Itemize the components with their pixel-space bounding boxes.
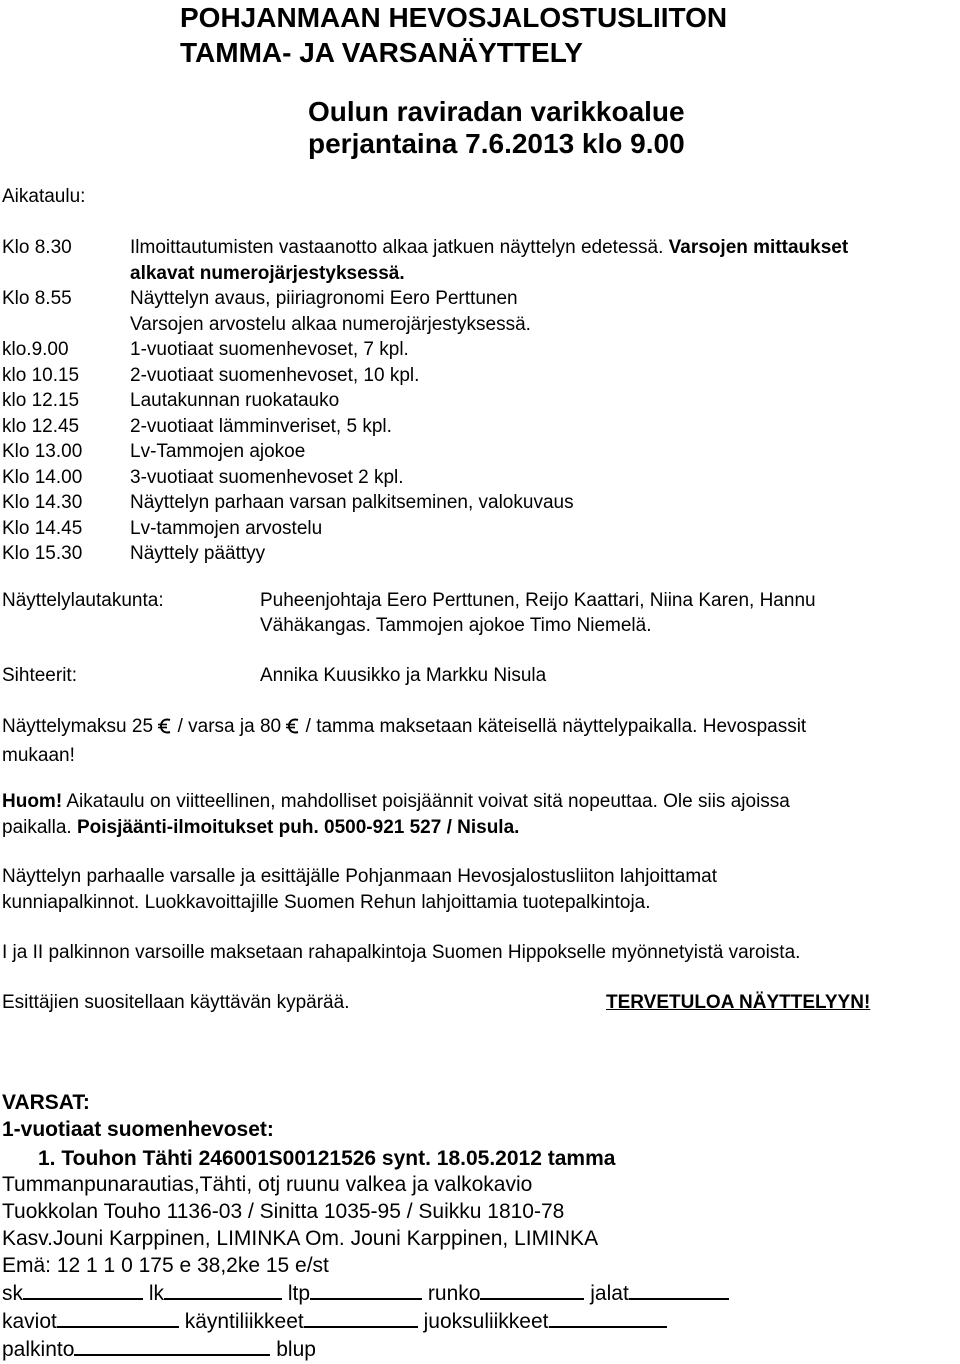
schedule-row: [2, 312, 848, 338]
sk-label: sk: [2, 1282, 23, 1305]
schedule-description-text: Varsojen arvostelu alkaa numerojärjestyksessä.: [130, 313, 531, 335]
jalat-field[interactable]: [629, 1280, 729, 1300]
schedule-description-text: Lautakunnan ruokatauko: [130, 390, 340, 411]
cancellation-contact: Poisjäänti-ilmoitukset puh. 0500-921 527 / Nisula.: [77, 816, 520, 838]
fee-text-4: mukaan!: [2, 744, 75, 766]
fee-text-3: / tamma maksetaan käteisellä näyttelypaikalla. Hevospassit: [300, 716, 807, 737]
schedule-description: [130, 235, 848, 261]
schedule-row: [2, 516, 848, 542]
schedule-time: Klo 8.55: [2, 288, 72, 309]
schedule-description-text: Lv-tammojen arvostelu: [130, 517, 323, 539]
palkinto-field[interactable]: [74, 1336, 270, 1356]
schedule-description-text: Näyttely päättyy: [130, 543, 266, 564]
schedule-time: [2, 312, 130, 338]
sk-field[interactable]: [23, 1280, 143, 1300]
schedule-description: [130, 312, 531, 338]
document-title: [180, 0, 727, 70]
title-line-1: POHJANMAAN HEVOSJALOSTUSLIITON: [180, 2, 728, 33]
prizes-line-1: Näyttelyn parhaalle varsalle ja esittäjälle Pohjanmaan Hevosjalostusliiton lahjoittamat: [2, 866, 717, 887]
schedule-description: [130, 414, 392, 440]
schedule-description: [130, 261, 405, 287]
schedule-description-text: Ilmoittautumisten vastaanotto alkaa jatkuen näyttelyn edetessä.: [130, 237, 669, 258]
score-fields-row-3: [2, 1336, 316, 1363]
schedule-row: [2, 490, 848, 516]
schedule-label: Aikataulu:: [2, 186, 86, 207]
runko-field[interactable]: [480, 1280, 584, 1300]
schedule-description-text: 3-vuotiaat suomenhevoset 2 kpl.: [130, 466, 404, 488]
schedule-time: klo 12.15: [2, 390, 80, 411]
schedule-row: [2, 465, 848, 491]
ltp-field[interactable]: [310, 1280, 422, 1300]
schedule-description-text: 2-vuotiaat lämminveriset, 5 kpl.: [130, 415, 392, 437]
ltp-label: ltp: [287, 1282, 311, 1305]
schedule-description-text: Näyttelyn avaus, piiriagronomi Eero Perttunen: [130, 288, 518, 309]
schedule-description-bold: alkavat numerojärjestyksessä.: [130, 262, 405, 284]
jury-label: Näyttelylautakunta:: [2, 590, 164, 611]
welcome-text: TERVETULOA NÄYTTELYYN!: [606, 992, 871, 1013]
schedule-description-text: 1-vuotiaat suomenhevoset, 7 kpl.: [130, 339, 409, 360]
jury-line-2: Vähäkangas. Tammojen ajokoe Timo Niemelä.: [260, 615, 652, 636]
notice-paragraph: [2, 789, 942, 840]
schedule-row: [2, 337, 848, 363]
money-prizes: I ja II palkinnon varsoille maksetaan rahapalkintoja Suomen Hippokselle myönnetyistä varoista.: [2, 942, 801, 963]
schedule-description: [130, 490, 574, 516]
schedule-description: [130, 388, 339, 414]
jalat-label: jalat: [590, 1282, 629, 1305]
schedule-time: klo.9.00: [2, 339, 69, 360]
varsat-heading: VARSAT:: [2, 1091, 90, 1114]
schedule-description: [130, 465, 404, 491]
schedule-row: [2, 261, 848, 287]
juoksuliikkeet-label: juoksuliikkeet: [423, 1310, 549, 1333]
event-subtitle: [308, 96, 685, 160]
notice-text-2: paikalla.: [2, 816, 77, 838]
jury-line-1: Puheenjohtaja Eero Perttunen, Reijo Kaattari, Niina Karen, Hannu: [260, 590, 816, 611]
event-date: perjantaina 7.6.2013 klo 9.00: [308, 128, 685, 159]
lk-label: lk: [148, 1282, 165, 1305]
fee-text-2: / varsa ja 80: [172, 716, 282, 737]
schedule-time: klo 10.15: [2, 364, 80, 386]
schedule-table: [2, 235, 848, 567]
schedule-row: [2, 286, 848, 312]
entry-pedigree: Tuokkolan Touho 1136-03 / Sinitta 1035-95 / Suikku 1810-78: [2, 1200, 565, 1223]
entry-dam-record: Emä: 12 1 1 0 175 e 38,2ke 15 e/st: [2, 1254, 329, 1277]
euro-icon: [286, 717, 300, 743]
schedule-description-bold: Varsojen mittaukset: [668, 237, 849, 258]
secretaries-label: Sihteerit:: [2, 665, 77, 686]
helmet-recommendation: Esittäjien suositellaan käyttävän kypärää.: [2, 992, 350, 1013]
schedule-row: [2, 414, 848, 440]
schedule-description: [130, 439, 305, 465]
fee-paragraph: [2, 714, 942, 768]
schedule-time: klo 12.45: [2, 415, 80, 437]
schedule-description: [130, 286, 518, 312]
schedule-time: Klo 13.00: [2, 441, 83, 462]
schedule-time: Klo 14.45: [2, 517, 83, 539]
schedule-time: Klo 15.30: [2, 543, 83, 564]
runko-label: runko: [427, 1282, 481, 1305]
schedule-row: [2, 439, 848, 465]
juoksuliikkeet-field[interactable]: [549, 1308, 667, 1328]
schedule-time: Klo 14.30: [2, 492, 83, 513]
euro-icon: [158, 717, 172, 743]
event-location: Oulun raviradan varikkoalue: [308, 96, 685, 127]
score-fields-row-1: [2, 1280, 729, 1307]
schedule-time: Klo 8.30: [2, 237, 72, 258]
huom-label: Huom!: [2, 791, 63, 812]
blup-label: blup: [276, 1338, 316, 1361]
schedule-description-text: Lv-Tammojen ajokoe: [130, 441, 306, 462]
schedule-time: [2, 261, 130, 287]
kayntiliikkeet-label: käyntiliikkeet: [184, 1310, 304, 1333]
kaviot-field[interactable]: [57, 1308, 179, 1328]
schedule-row: [2, 388, 848, 414]
palkinto-label: palkinto: [2, 1338, 75, 1361]
title-line-2: TAMMA- JA VARSANÄYTTELY: [180, 37, 583, 68]
schedule-description: [130, 516, 322, 542]
kaviot-label: kaviot: [2, 1310, 57, 1333]
notice-text-1: Aikataulu on viitteellinen, mahdolliset poisjäännit voivat sitä nopeuttaa. Ole siis ajoissa: [62, 791, 790, 812]
schedule-description: [130, 337, 409, 363]
entry-breeder-owner: Kasv.Jouni Karppinen, LIMINKA Om. Jouni Karppinen, LIMINKA: [2, 1227, 599, 1250]
schedule-description-text: Näyttelyn parhaan varsan palkitseminen, valokuvaus: [130, 492, 574, 513]
class-heading: 1-vuotiaat suomenhevoset:: [2, 1118, 274, 1141]
schedule-time: Klo 14.00: [2, 466, 83, 488]
lk-field[interactable]: [164, 1280, 282, 1300]
fee-text-1: Näyttelymaksu 25: [2, 716, 154, 737]
entry-color: Tummanpunarautias,Tähti, otj ruunu valkea ja valkokavio: [2, 1173, 533, 1196]
prizes-paragraph: [2, 864, 942, 915]
kayntiliikkeet-field[interactable]: [304, 1308, 418, 1328]
schedule-description: [130, 363, 419, 389]
schedule-row: [2, 541, 848, 567]
score-fields-row-2: [2, 1308, 667, 1335]
secretaries-names: Annika Kuusikko ja Markku Nisula: [260, 665, 547, 686]
schedule-description-text: 2-vuotiaat suomenhevoset, 10 kpl.: [130, 364, 420, 386]
schedule-row: [2, 363, 848, 389]
schedule-description: [130, 541, 265, 567]
prizes-line-2: kunniapalkinnot. Luokkavoittajille Suomen Rehun lahjoittamia tuotepalkintoja.: [2, 891, 651, 913]
entry-title: 1. Touhon Tähti 246001S00121526 synt. 18.05.2012 tamma: [38, 1147, 616, 1170]
schedule-row: [2, 235, 848, 261]
